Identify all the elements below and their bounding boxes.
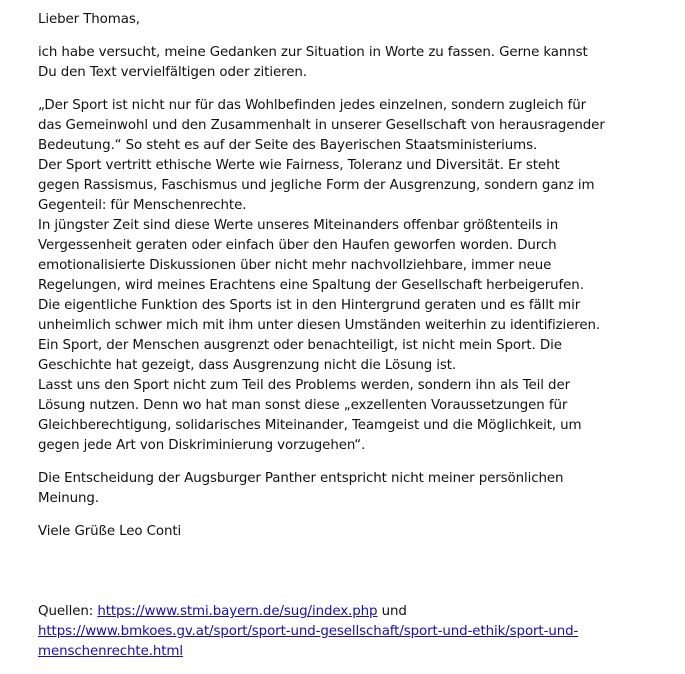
intro-line: Du den Text vervielfältigen oder zitieren.: [38, 65, 307, 80]
paragraph-gap: [38, 30, 668, 43]
body-line: In jüngster Zeit sind diese Werte unseres Miteinanders offenbar größtenteils in: [38, 218, 559, 233]
paragraph-gap: [38, 456, 668, 469]
intro-paragraph: [38, 43, 668, 83]
body-line: Die eigentliche Funktion des Sports ist in den Hintergrund geraten und es fällt mir: [38, 298, 581, 313]
body-line: Lasst uns den Sport nicht zum Teil des Problems werden, sondern ihn als Teil der: [38, 378, 570, 393]
source-link-stmi[interactable]: https://www.stmi.bayern.de/sug/index.php: [97, 604, 378, 619]
sources-line: [38, 622, 668, 642]
body-line: Der Sport vertritt ethische Werte wie Fairness, Toleranz und Diversität. Er steht: [38, 158, 560, 173]
source-link-bmkoes-continued[interactable]: menschenrechte.html: [38, 644, 183, 659]
paragraph-gap: [38, 83, 668, 96]
body-line: Bedeutung.“ So steht es auf der Seite des Bayerischen Staatsministeriums.: [38, 138, 538, 153]
sources-label: Quellen:: [38, 604, 98, 619]
body-line: unheimlich schwer mich mit ihm unter diesen Umständen weiterhin zu identifizieren.: [38, 318, 601, 333]
body-line: gegen Rassismus, Faschismus und jegliche Form der Ausgrenzung, sondern ganz im: [38, 178, 595, 193]
signoff-text: Viele Grüße Leo Conti: [38, 524, 182, 539]
body-line: Regelungen, wird meines Erachtens eine Spaltung der Gesellschaft herbeigerufen.: [38, 278, 584, 293]
closing-paragraph: [38, 469, 668, 509]
body-line: Lösung nutzen. Denn wo hat man sonst diese „exzellenten Voraussetzungen für: [38, 398, 568, 413]
body-line: emotionalisierte Diskussionen über nicht mehr nachvollziehbare, immer neue: [38, 258, 552, 273]
greeting-text: Lieber Thomas,: [38, 12, 140, 27]
intro-line: ich habe versucht, meine Gedanken zur Situation in Worte zu fassen. Gerne kannst: [38, 45, 588, 60]
sources-line: [38, 642, 668, 662]
closing-line: Die Entscheidung der Augsburger Panther entspricht nicht meiner persönlichen: [38, 471, 564, 486]
body-line: Ein Sport, der Menschen ausgrenzt oder benachteiligt, ist nicht mein Sport. Die: [38, 338, 562, 353]
source-link-bmkoes[interactable]: https://www.bmkoes.gv.at/sport/sport-und-gesellschaft/sport-und-ethik/sport-und-: [38, 624, 579, 639]
closing-line: Meinung.: [38, 491, 99, 506]
body-line: „Der Sport ist nicht nur für das Wohlbefinden jedes einzelnen, sondern zugleich für: [38, 98, 587, 113]
signoff: [38, 522, 668, 542]
body-line: Geschichte hat gezeigt, dass Ausgrenzung nicht die Lösung ist.: [38, 358, 457, 373]
body-line: das Gemeinwohl und den Zusammenhalt in unserer Gesellschaft von herausragender: [38, 118, 605, 133]
sources-paragraph: [38, 602, 668, 662]
body-line: gegen jede Art von Diskriminierung vorzugehen“.: [38, 438, 366, 453]
body-paragraph: [38, 96, 668, 456]
body-line: Gegenteil: für Menschenrechte.: [38, 198, 247, 213]
sources-line: [38, 602, 668, 622]
sources-connector: und: [377, 604, 407, 619]
paragraph-gap: [38, 509, 668, 522]
body-line: Vergessenheit geraten oder einfach über den Haufen geworfen worden. Durch: [38, 238, 557, 253]
greeting: [38, 10, 668, 30]
section-gap: [38, 542, 668, 602]
letter-document: [38, 10, 668, 662]
body-line: Gleichberechtigung, solidarisches Miteinander, Teamgeist und die Möglichkeit, um: [38, 418, 582, 433]
